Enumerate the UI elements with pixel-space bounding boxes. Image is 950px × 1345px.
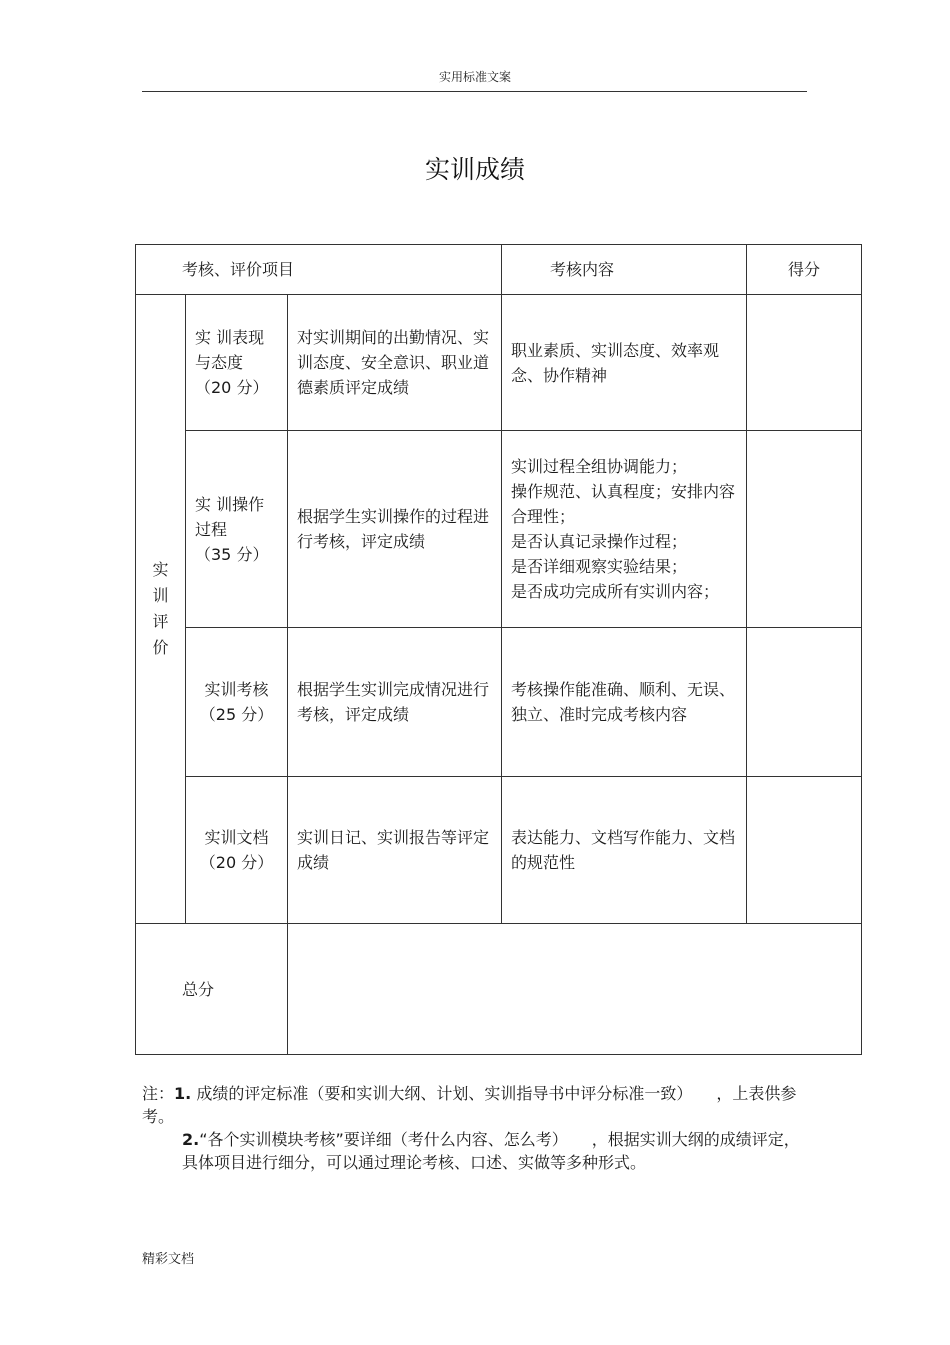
item-description: 根据学生实训操作的过程进行考核，评定成绩 [288,431,502,628]
header-score: 得分 [747,245,862,295]
item-name-line: 实 训表现 [195,328,265,347]
table-header-row [136,245,862,295]
notes-section [142,1082,807,1174]
note-item-2 [142,1128,807,1174]
item-name-cell [186,628,288,777]
page-footer: 精彩文档 [142,1252,195,1267]
item-name-cell [186,777,288,924]
category-char: 实 [152,560,169,579]
item-name-line: 实训文档 [204,828,269,847]
item-content-line: 表达能力、文档写作能力、文档的规范性 [511,828,736,872]
item-content-line: 是否详细观察实验结果； [511,557,688,576]
note-number: 2. [182,1130,200,1149]
category-char: 价 [152,638,169,657]
item-description: 实训日记、实训报告等评定成绩 [288,777,502,924]
header-project: 考核、评价项目 [136,245,502,295]
header-divider [142,91,807,92]
page-header: 实用标准文案 [438,70,511,84]
total-label: 总分 [136,924,288,1055]
table-row [136,295,862,431]
total-score-cell [288,924,862,1055]
table-row [136,777,862,924]
total-row [136,924,862,1055]
item-name-line: 与态度 [195,353,244,372]
item-name-line: （35 分） [195,544,269,564]
item-content-line: 考核操作能准确、顺利、无误、独立、准时完成考核内容 [511,680,736,724]
item-name-cell [186,431,288,628]
item-content-line: 是否成功完成所有实训内容； [511,582,720,601]
table-row [136,431,862,628]
category-char: 训 [152,586,169,605]
item-content-line: 职业素质、实训态度、效率观念、协作精神 [511,340,720,385]
item-name-line: 实训考核 [204,680,269,699]
item-content-line: 操作规范、认真程度；安排内容合理性； [511,482,736,526]
note-number: 1. [174,1084,192,1103]
item-name-line: （20 分） [199,853,274,872]
page-title: 实训成绩 [424,155,525,184]
item-description: 根据学生实训完成情况进行考核，评定成绩 [288,628,502,777]
score-table [135,244,862,1055]
table-row [136,628,862,777]
score-cell [747,628,862,777]
item-content-cell [502,628,747,777]
item-content-line: 是否认真记录操作过程； [511,532,688,551]
category-cell [136,295,186,924]
item-content-cell [502,295,747,431]
header-content: 考核内容 [502,245,747,295]
item-name-line: （25 分） [199,705,274,724]
item-content-cell [502,777,747,924]
item-content-cell [502,431,747,628]
item-name-cell [186,295,288,431]
score-cell [747,295,862,431]
item-name-line: 过程 [195,519,228,539]
category-char: 评 [152,612,169,631]
item-name-line: 实 训操作 [195,494,265,514]
score-cell [747,431,862,628]
item-content-line: 实训过程全组协调能力； [511,457,688,476]
score-cell [747,777,862,924]
note-text: “各个实训模块考核”要详细（考什么内容、怎么考） ，根据实训大纲的成绩评定，具体项目进行细分，可以通过理论考核、口述、实做等多种形式。 [182,1130,800,1172]
note-prefix: 注： [142,1084,175,1103]
note-text: 成绩的评定标准（要和实训大纲、计划、实训指导书中评分标准一致） ，上表供参考。 [142,1084,797,1126]
note-item-1 [142,1082,807,1128]
item-description: 对实训期间的出勤情况、实训态度、安全意识、职业道德素质评定成绩 [288,295,502,431]
item-name-line: （20 分） [195,378,269,397]
